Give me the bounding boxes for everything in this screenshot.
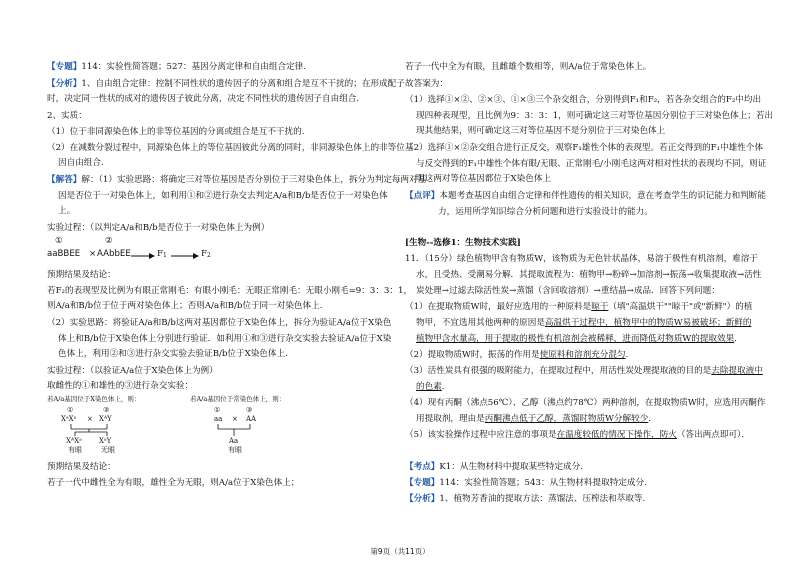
topic-tag: 【专题】: [47, 62, 82, 72]
analysis-line-1: [47, 79, 405, 90]
answer-summary-4: （2）选择①×②杂交组合进行正反交，观察F₁雄性个体的表现型。若正交得到的F₁中雄性个体: [405, 143, 764, 153]
essence-2: （2）在减数分裂过程中，同源染色体上的等位基因彼此分离的同时，非同源染色体上的非等位基: [47, 143, 414, 153]
f2-label: F2: [201, 249, 211, 259]
experiment-process-2b: 取雌性的①和雄性的③进行杂交实验：: [47, 381, 194, 391]
answer-text-1: 解：（1）实验思路：将确定三对等位基因是否分别位于三对染色体上，拆分为判定每两对基: [81, 175, 427, 185]
answer-line-3: 上。: [58, 206, 76, 216]
x-male-marker: ③: [103, 406, 110, 414]
autosomal-title: 若A/a基因位于常染色体上，则：: [190, 395, 286, 403]
a-male-genotype: AA: [246, 415, 257, 423]
right-column: [400, 0, 800, 565]
x-offspring-male: XᵃY: [99, 437, 112, 445]
answer-blank-6: 在温度较低的情况下操作，防火: [556, 430, 677, 440]
prediction-heading-1: 预期结果及结论：: [47, 270, 116, 280]
answer-summary-heading: 故答案为：: [405, 79, 448, 89]
x-phenotype-female: 有眼: [68, 446, 82, 454]
topic-2-line: 【专题】114：实验性简答题；543：从生物材料提取特定成分.: [405, 478, 647, 488]
knowledge-point-line: 【考点】K1：从生物材料中提取某些特定成分.: [405, 462, 583, 472]
answer-blank-3: 使原料和溶剂充分混匀: [539, 350, 626, 360]
answer-blank-4b: 的色素: [416, 382, 442, 392]
question-line-2: 水，且受热、受潮易分解．其提取流程为：植物甲→粉碎→加溶剂→振荡→收集提取液→活性: [416, 270, 762, 280]
cross-diagram-autosomal: [190, 395, 320, 455]
experiment-process-2: 实验过程：（以验证A/a位于X染色体上为例）: [47, 366, 218, 376]
parent-2-genotype: AAbbEE: [97, 249, 131, 259]
x-female-genotype: XᵃXᵃ: [61, 415, 77, 423]
a-offspring: Aa: [229, 437, 239, 445]
experiment-process-1: 实验过程：（以判定A/a和B/b是否位于一对染色体上为例）: [47, 223, 270, 233]
question-1-line-2: 物甲，不宜选用其他两种的原因是高温烘干过程中，植物甲中的物质W易被破坏；新鲜的: [416, 318, 752, 328]
essence-3: 因自由组合.: [58, 158, 104, 168]
cross-diagram-1: [47, 236, 217, 262]
question-1-line-3: 植物甲含水量高，用于提取的极性有机溶剂会被稀释，进而降低对物质W的提取效果．: [416, 334, 743, 344]
answer-blank-5: 丙酮沸点低于乙醇，蒸馏时物质W分解较少: [484, 414, 649, 424]
review-text-1: 本题考查基因自由组合定律和伴性遗传的相关知识，意在考查学生的识记能力和判断能: [439, 191, 766, 201]
answer-blank-2b: 植物甲含水量高，用于提取的极性有机溶剂会被稀释，进而降低对物质W的提取效果: [416, 334, 735, 344]
answer-blank-1: 晾干: [591, 302, 609, 312]
section-heading: [生物--选修1：生物技术实践]: [405, 238, 521, 248]
a-female-marker: ①: [214, 406, 221, 414]
analysis-line-2: 时，决定同一性状的成对的遗传因子彼此分离，决定不同性状的遗传因子自由组合.: [47, 94, 360, 104]
a-cross-symbol: ×: [232, 415, 238, 423]
question-1-line-1: （1）在提取物质W时，最好应选用的一种原料是晾干（填"高温烘干""晾干"或"新鲜"）的植: [405, 302, 753, 312]
cross-diagram-x-linked: [47, 395, 177, 455]
answer-summary-2: 现四种表现型，且比例为9：3：3：1，则可确定这三对等位基因分别位于三对染色体上；若出: [416, 111, 774, 121]
question-4-line-1: （4）现有丙酮（沸点56℃）、乙醇（沸点约78℃）两种溶剂，在提取物质W时，应选用丙酮作: [405, 398, 766, 408]
right-line-1: 若子一代中全为有眼，且雌雄个数相等，则A/a位于常染色体上。: [405, 62, 652, 72]
answer-blank-4a: 去除提取液中: [711, 366, 763, 376]
x-phenotype-male: 无眼: [101, 446, 115, 454]
review-tag: 【点评】: [405, 191, 440, 201]
answer-line-2: 因是否位于一对染色体上，如利用①和②进行杂交去判定A/a和B/b是否位于一对染色体: [58, 191, 388, 201]
part2-line-2: 体上和B/b位于X染色体上分别进行验证．如利用①和③进行杂交实验去验证A/a位于X染: [58, 334, 392, 344]
x-linked-title: 若A/a基因位于X染色体上，则：: [47, 395, 141, 403]
x-female-marker: ①: [67, 406, 74, 414]
topic-2-tag: 【专题】: [405, 478, 440, 488]
a-lines: [190, 423, 280, 437]
analysis-2-tag: 【分析】: [405, 494, 440, 504]
question-5-line: （5）该实验操作过程中应注意的事项是在温度较低的情况下操作，防火（答出两点即可）．: [405, 430, 750, 440]
question-4-line-2: 用提取剂，理由是丙酮沸点低于乙醇，蒸馏时物质W分解较少．: [416, 414, 657, 424]
x-cross-symbol: ×: [87, 415, 93, 423]
essence-heading: 2、实质：: [47, 111, 87, 121]
question-line-1: 11．（15分）绿色植物甲含有物质W，该物质为无色针状晶体，易溶于极性有机溶剂，难溶于: [405, 254, 758, 264]
cross-symbol: ×: [89, 249, 97, 259]
question-line-3: 炭处理→过滤去除活性炭→蒸馏（含回收溶剂）→重结晶→成品．回答下列问题：: [416, 286, 720, 296]
answer-tag: 【解答】: [47, 175, 82, 185]
prediction-1-line-2: 则A/a和B/b位于位于两对染色体上；否则A/a和B/b位于同一对染色体上.: [47, 301, 323, 311]
answer-summary-1: （1）选择①×②、②×③、①×③三个杂交组合，分别得到F₁和F₂，若各杂交组合的F₂中均出: [405, 95, 762, 105]
question-2-line: （2）提取物质W时，振荡的作用是使原料和溶剂充分混匀．: [405, 350, 635, 360]
topic-text: 114：实验性简答题；527：基因分离定律和自由组合定律.: [81, 62, 306, 72]
x-lines: [47, 423, 137, 437]
parent-1-genotype: aaBBEE: [47, 249, 81, 259]
a-phenotype: 有眼: [228, 446, 242, 454]
parent-2-marker: ②: [105, 236, 113, 246]
x-offspring-female: XᴬXᵃ: [66, 437, 82, 445]
review-line-2: 力，运用所学知识综合分析问题和进行实验设计的能力。: [438, 207, 653, 217]
part2-line-1: （2）实验思路：将验证A/a和B/b这两对基因都位于X染色体上，拆分为验证A/a位于X染色: [47, 318, 392, 328]
f1-label: F1: [157, 249, 167, 259]
a-female-genotype: aa: [214, 415, 223, 423]
analysis-text-1: 1、自由组合定律：控制不同性状的遗传因子的分离和组合是互不干扰的；在形成配子: [81, 79, 405, 89]
page-footer: 第9页（共11页）: [370, 547, 430, 556]
answer-line-1: [47, 175, 426, 186]
parent-1-marker: ①: [55, 236, 63, 246]
essence-1: （1）位于非同源染色体上的非等位基因的分离或组合是互不干扰的.: [47, 127, 305, 137]
answer-summary-6: 明这两对等位基因都位于X染色体上: [416, 174, 552, 184]
prediction-heading-2: 预期结果及结论：: [47, 462, 116, 472]
part2-line-3: 色体上，利用②和③进行杂交实验去验证B/b位于X染色体上.: [58, 349, 288, 359]
answer-blank-2a: 高温烘干过程中，植物甲中的物质W易被破坏；新鲜的: [544, 318, 752, 328]
analysis-2-line: 【分析】1、植物芳香油的提取方法：蒸馏法、压榨法和萃取等.: [405, 494, 646, 504]
question-3-line-1: （3）活性炭具有很强的吸附能力，在提取过程中，用活性炭处理提取液的目的是去除提取液中: [405, 366, 763, 376]
analysis-tag: 【分析】: [47, 79, 82, 89]
prediction-1-line-1: 若F₂的表现型及比例为有眼正常刚毛：有眼小刚毛：无眼正常刚毛：无眼小刚毛=9：3：3：1，: [47, 286, 413, 296]
question-3-line-2: 的色素．: [416, 382, 451, 392]
answer-summary-3: 现其他结果，则可确定这三对等位基因不是分别位于三对染色体上: [416, 126, 666, 136]
knowledge-point-tag: 【考点】: [405, 462, 440, 472]
prediction-2-line-1: 若子一代中雌性全为有眼，雄性全为无眼，则A/a位于X染色体上；: [47, 478, 300, 488]
answer-summary-5: 与反交得到的F₁中雄性个体有眼/无眼、正常刚毛/小刚毛这两对相对性状的表现均不同，则证: [416, 159, 767, 169]
x-male-genotype: XᴬY: [99, 415, 112, 423]
review-line-1: [405, 191, 766, 202]
topic-line: [47, 62, 306, 73]
a-male-marker: ③: [246, 406, 253, 414]
